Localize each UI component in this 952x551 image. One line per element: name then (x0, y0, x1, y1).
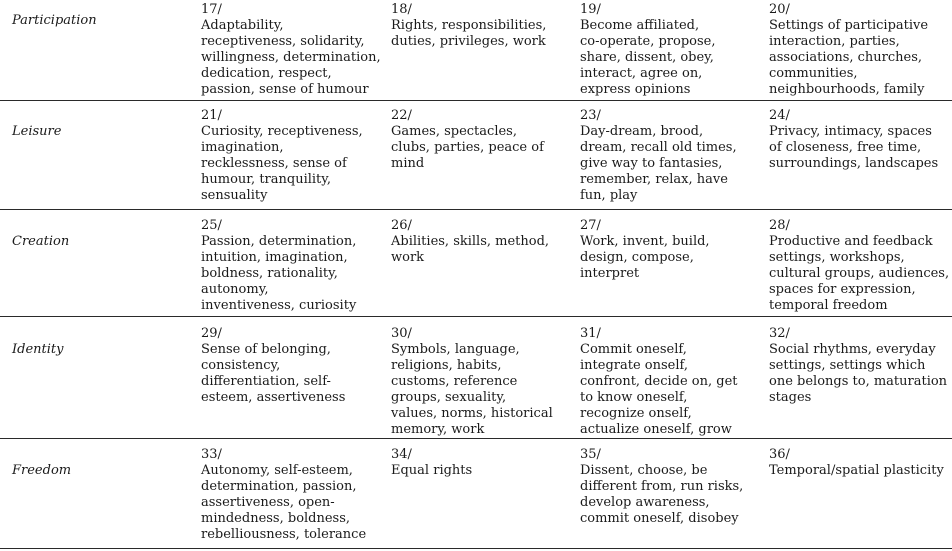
cell-number: 18/ (391, 2, 412, 17)
table-cell (769, 447, 944, 479)
cell-text: Autonomy, self-esteem, determination, passion, assertiveness, open- mindedness, boldness, rebelliousness, tolerance (201, 463, 367, 542)
cell-text: Equal rights (391, 463, 473, 478)
table-cell (201, 447, 366, 543)
cell-number: 36/ (769, 447, 790, 462)
table-cell (580, 326, 738, 438)
table-cell (769, 218, 949, 314)
cell-number: 17/ (201, 2, 222, 17)
cell-text: Social rhythms, everyday settings, settings which one belongs to, maturation stages (769, 342, 948, 405)
cell-number: 34/ (391, 447, 412, 462)
cell-number: 33/ (201, 447, 222, 462)
table-row (0, 317, 952, 439)
table-cell (201, 108, 363, 204)
table-cell (201, 2, 381, 98)
cell-text: Rights, responsibilities, duties, privileges, work (391, 18, 547, 49)
cell-number: 22/ (391, 108, 412, 123)
cell-number: 32/ (769, 326, 790, 341)
table-cell (391, 218, 549, 266)
cell-number: 29/ (201, 326, 222, 341)
cell-text: Adaptability, receptiveness, solidarity, willingness, determination, dedication, respect, passion, sense of humour (201, 18, 381, 97)
cell-text: Sense of belonging, consistency, differentiation, self- esteem, assertiveness (201, 342, 346, 405)
table-cell (769, 108, 938, 172)
cell-text: Abilities, skills, method, work (391, 234, 550, 265)
cell-number: 26/ (391, 218, 412, 233)
table-cell (580, 218, 710, 282)
table-cell (201, 326, 345, 406)
cell-text: Commit oneself, integrate onself, confront, decide on, get to know oneself, recognize onself, actualize oneself, grow (580, 342, 738, 437)
table-row (0, 0, 952, 101)
cell-text: Become affiliated, co-operate, propose, share, dissent, obey, interact, agree on, express opinions (580, 18, 716, 97)
cell-text: Settings of participative interaction, parties, associations, churches, communities, neighbourhoods, family (769, 18, 929, 97)
cell-text: Work, invent, build, design, compose, interpret (580, 234, 710, 281)
cell-number: 27/ (580, 218, 601, 233)
cell-number: 28/ (769, 218, 790, 233)
row-label-identity: Identity (12, 342, 64, 357)
cell-text: Productive and feedback settings, workshops, cultural groups, audiences, spaces for expression, temporal freedom (769, 234, 950, 313)
table-cell (391, 326, 553, 438)
cell-number: 21/ (201, 108, 222, 123)
table-cell (391, 447, 472, 479)
table-cell (769, 2, 928, 98)
cell-number: 20/ (769, 2, 790, 17)
cell-text: Passion, determination, intuition, imagination, boldness, rationality, autonomy, inventiveness, curiosity (201, 234, 357, 313)
cell-number: 23/ (580, 108, 601, 123)
cell-number: 19/ (580, 2, 601, 17)
cell-text: Games, spectacles, clubs, parties, peace of mind (391, 124, 544, 171)
cell-text: Day-dream, brood, dream, recall old times, give way to fantasies, remember, relax, have fun, play (580, 124, 737, 203)
table-row (0, 210, 952, 317)
table-cell (580, 447, 743, 527)
cell-number: 25/ (201, 218, 222, 233)
cell-text: Temporal/spatial plasticity (769, 463, 944, 478)
table-cell (769, 326, 947, 406)
table-row (0, 101, 952, 210)
row-label-participation: Participation (12, 13, 97, 28)
table-cell (580, 2, 716, 98)
row-label-freedom: Freedom (12, 463, 72, 478)
row-label-creation: Creation (12, 234, 70, 249)
cell-number: 35/ (580, 447, 601, 462)
cell-number: 31/ (580, 326, 601, 341)
cell-number: 24/ (769, 108, 790, 123)
table-cell (580, 108, 737, 204)
row-label-leisure: Leisure (12, 124, 62, 139)
cell-text: Dissent, choose, be different from, run risks, develop awareness, commit oneself, disobey (580, 463, 744, 526)
cell-text: Curiosity, receptiveness, imagination, recklessness, sense of humour, tranquility, sensuality (201, 124, 363, 203)
cell-number: 30/ (391, 326, 412, 341)
table-cell (391, 2, 546, 50)
cell-text: Symbols, language, religions, habits, customs, reference groups, sexuality, values, norms, historical memory, work (391, 342, 553, 437)
cell-text: Privacy, intimacy, spaces of closeness, free time, surroundings, landscapes (769, 124, 939, 171)
table-row (0, 439, 952, 549)
table-cell (391, 108, 544, 172)
table-cell (201, 218, 356, 314)
